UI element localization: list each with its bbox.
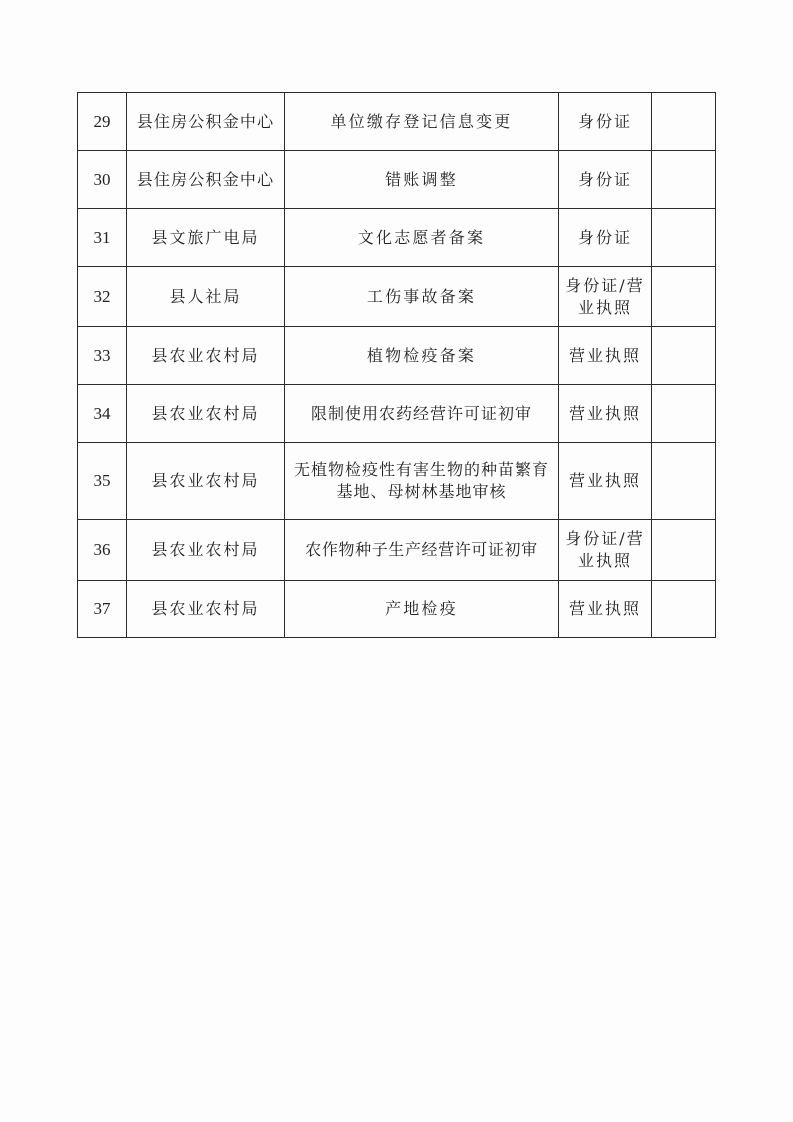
row-number: 37 [78, 581, 127, 638]
blank-cell [652, 151, 716, 209]
department-cell: 县住房公积金中心 [127, 151, 285, 209]
department-cell: 县农业农村局 [127, 443, 285, 520]
department-cell: 县文旅广电局 [127, 209, 285, 267]
document-cell: 营业执照 [559, 443, 652, 520]
row-number: 32 [78, 267, 127, 327]
document-cell: 身份证/营业执照 [559, 520, 652, 581]
blank-cell [652, 93, 716, 151]
blank-cell [652, 327, 716, 385]
blank-cell [652, 209, 716, 267]
item-cell: 文化志愿者备案 [285, 209, 559, 267]
document-cell: 身份证 [559, 151, 652, 209]
document-cell: 身份证 [559, 209, 652, 267]
department-cell: 县农业农村局 [127, 327, 285, 385]
department-cell: 县农业农村局 [127, 385, 285, 443]
table-row [78, 385, 716, 443]
table-row [78, 327, 716, 385]
item-cell: 限制使用农药经营许可证初审 [285, 385, 559, 443]
item-cell: 工伤事故备案 [285, 267, 559, 327]
document-cell: 身份证 [559, 93, 652, 151]
department-cell: 县住房公积金中心 [127, 93, 285, 151]
blank-cell [652, 267, 716, 327]
item-cell: 产地检疫 [285, 581, 559, 638]
table-row [78, 581, 716, 638]
document-cell: 身份证/营业执照 [559, 267, 652, 327]
row-number: 36 [78, 520, 127, 581]
document-cell: 营业执照 [559, 327, 652, 385]
document-cell: 营业执照 [559, 385, 652, 443]
row-number: 30 [78, 151, 127, 209]
document-cell: 营业执照 [559, 581, 652, 638]
row-number: 29 [78, 93, 127, 151]
item-cell: 无植物检疫性有害生物的种苗繁育基地、母树林基地审核 [285, 443, 559, 520]
row-number: 33 [78, 327, 127, 385]
row-number: 34 [78, 385, 127, 443]
table-row [78, 520, 716, 581]
department-cell: 县农业农村局 [127, 520, 285, 581]
blank-cell [652, 581, 716, 638]
item-cell: 农作物种子生产经营许可证初审 [285, 520, 559, 581]
row-number: 31 [78, 209, 127, 267]
blank-cell [652, 385, 716, 443]
table-row [78, 267, 716, 327]
table-row [78, 209, 716, 267]
table-row [78, 93, 716, 151]
item-cell: 植物检疫备案 [285, 327, 559, 385]
item-cell: 错账调整 [285, 151, 559, 209]
department-cell: 县人社局 [127, 267, 285, 327]
department-cell: 县农业农村局 [127, 581, 285, 638]
blank-cell [652, 520, 716, 581]
service-items-table [77, 92, 716, 638]
blank-cell [652, 443, 716, 520]
table-row [78, 443, 716, 520]
row-number: 35 [78, 443, 127, 520]
table-row [78, 151, 716, 209]
item-cell: 单位缴存登记信息变更 [285, 93, 559, 151]
